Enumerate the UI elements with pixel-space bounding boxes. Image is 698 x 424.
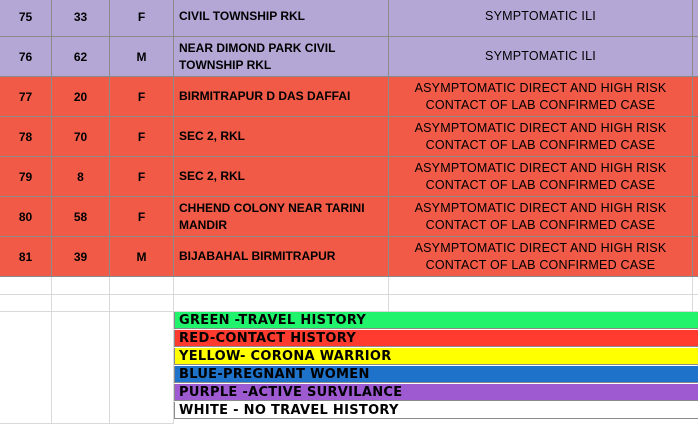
table-row [0,37,698,77]
age-cell[interactable]: 58 [52,197,110,237]
category-cell[interactable]: SYMPTOMATIC ILI [389,0,693,37]
empty-cell[interactable] [389,277,693,295]
address-cell[interactable]: CHHEND COLONY NEAR TARINI MANDIR [174,197,389,237]
address-cell[interactable]: SEC 2, RKL [174,157,389,197]
legend-green[interactable]: GREEN -TRAVEL HISTORY [174,312,698,329]
sex-cell[interactable]: M [110,237,174,277]
address-cell[interactable]: SEC 2, RKL [174,117,389,157]
table-row [0,197,698,237]
sex-cell[interactable]: M [110,37,174,77]
empty-cell[interactable] [389,295,693,312]
category-cell[interactable]: ASYMPTOMATIC DIRECT AND HIGH RISK CONTACT OF LAB CONFIRMED CASE [389,197,693,237]
legend-purple[interactable]: PURPLE -ACTIVE SURVILANCE [174,384,698,401]
empty-cell[interactable] [110,277,174,295]
sl-cell[interactable]: 81 [0,237,52,277]
age-cell[interactable]: 62 [52,37,110,77]
empty-row [0,277,698,295]
age-cell[interactable]: 20 [52,77,110,117]
sex-cell[interactable]: F [110,77,174,117]
empty-cell[interactable] [693,277,698,295]
address-cell[interactable]: NEAR DIMOND PARK CIVIL TOWNSHIP RKL [174,37,389,77]
category-cell[interactable]: ASYMPTOMATIC DIRECT AND HIGH RISK CONTACT OF LAB CONFIRMED CASE [389,117,693,157]
empty-cell[interactable] [0,312,52,424]
category-cell[interactable]: ASYMPTOMATIC DIRECT AND HIGH RISK CONTACT OF LAB CONFIRMED CASE [389,77,693,117]
empty-cell[interactable] [110,295,174,312]
category-cell[interactable]: ASYMPTOMATIC DIRECT AND HIGH RISK CONTACT OF LAB CONFIRMED CASE [389,237,693,277]
empty-row [0,295,698,312]
table-row [0,0,698,37]
empty-cell[interactable] [52,312,110,424]
empty-cell[interactable] [693,237,698,277]
legend-yellow[interactable]: YELLOW- CORONA WARRIOR [174,348,698,365]
empty-cell[interactable] [0,295,52,312]
sex-cell[interactable]: F [110,117,174,157]
age-cell[interactable]: 8 [52,157,110,197]
empty-cell[interactable] [693,37,698,77]
legend-red[interactable]: RED-CONTACT HISTORY [174,330,698,347]
empty-cell[interactable] [52,277,110,295]
empty-cell[interactable] [693,117,698,157]
empty-cell[interactable] [174,277,389,295]
empty-cell[interactable] [52,295,110,312]
empty-cell[interactable] [693,197,698,237]
age-cell[interactable]: 39 [52,237,110,277]
sex-cell[interactable]: F [110,0,174,37]
category-cell[interactable]: SYMPTOMATIC ILI [389,37,693,77]
table-row [0,77,698,117]
empty-cell[interactable] [693,157,698,197]
table-row [0,237,698,277]
legend-blue[interactable]: BLUE-PREGNANT WOMEN [174,366,698,383]
empty-cell[interactable] [693,0,698,37]
empty-cell[interactable] [174,295,389,312]
legend-white[interactable]: WHITE - NO TRAVEL HISTORY [174,402,698,419]
category-cell[interactable]: ASYMPTOMATIC DIRECT AND HIGH RISK CONTACT OF LAB CONFIRMED CASE [389,157,693,197]
sl-cell[interactable]: 76 [0,37,52,77]
empty-cell[interactable] [693,77,698,117]
table-row [0,157,698,197]
address-cell[interactable]: BIJABAHAL BIRMITRAPUR [174,237,389,277]
sl-cell[interactable]: 78 [0,117,52,157]
sex-cell[interactable]: F [110,157,174,197]
empty-cell[interactable] [110,312,174,424]
sl-cell[interactable]: 80 [0,197,52,237]
age-cell[interactable]: 70 [52,117,110,157]
table-row [0,117,698,157]
empty-cell[interactable] [0,277,52,295]
address-cell[interactable]: CIVIL TOWNSHIP RKL [174,0,389,37]
sl-cell[interactable]: 79 [0,157,52,197]
age-cell[interactable]: 33 [52,0,110,37]
sex-cell[interactable]: F [110,197,174,237]
empty-cell[interactable] [693,295,698,312]
sl-cell[interactable]: 77 [0,77,52,117]
sl-cell[interactable]: 75 [0,0,52,37]
address-cell[interactable]: BIRMITRAPUR D DAS DAFFAI [174,77,389,117]
